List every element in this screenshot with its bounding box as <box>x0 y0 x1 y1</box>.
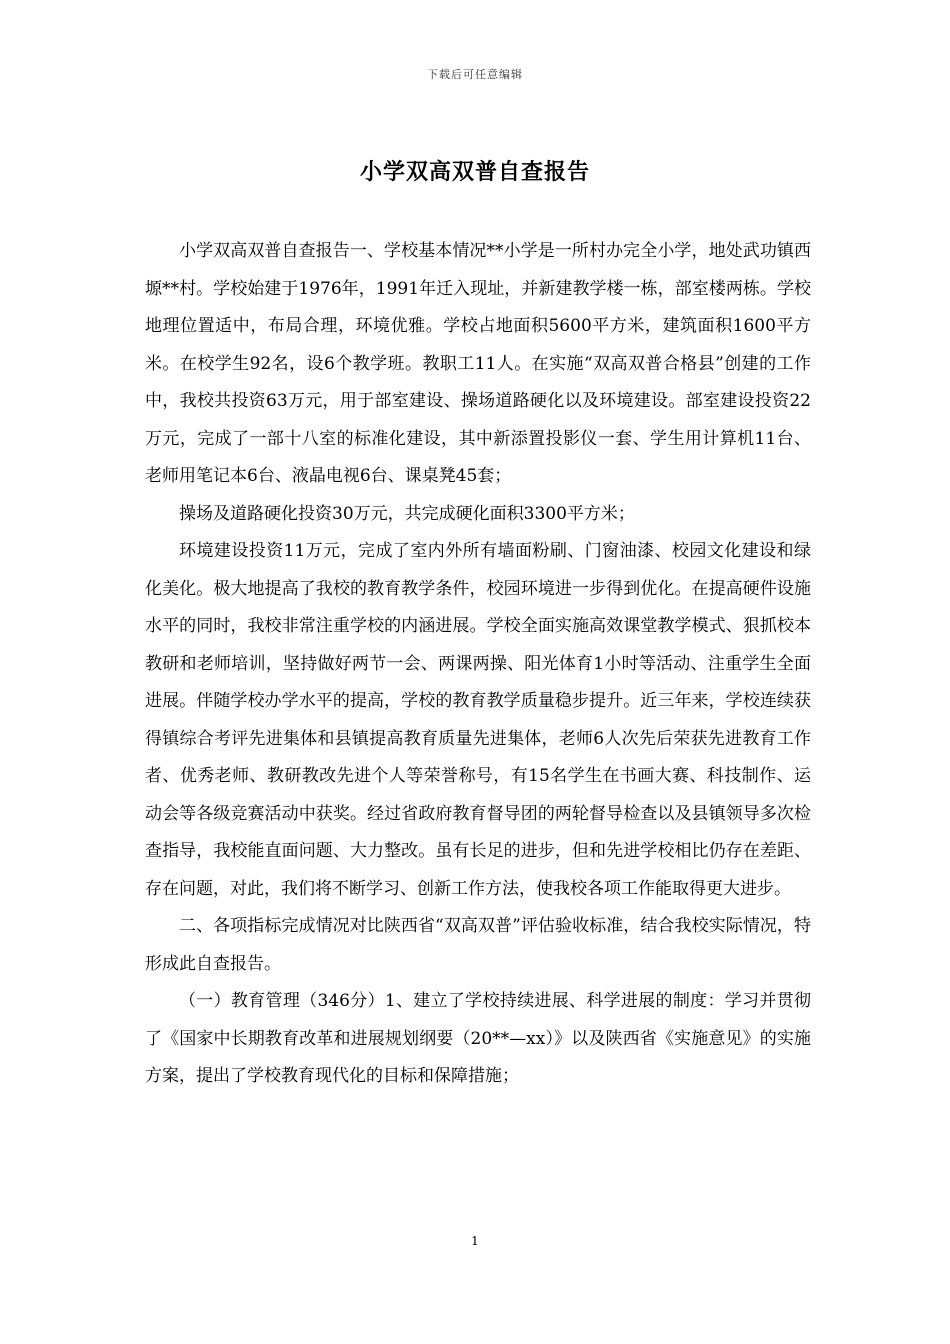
header-note: 下载后可任意编辑 <box>427 68 523 81</box>
document-body <box>145 233 811 1096</box>
paragraph-education-management: （一）教育管理（346分）1、建立了学校持续进展、科学进展的制度：学习并贯彻了《国家中长期教育改革和进展规划纲要（20**—xx）》以及陕西省《实施意见》的实施方案，提出了学校教育现代化的目标和保障措施； <box>145 991 811 1086</box>
paragraph-environment-investment: 环境建设投资11万元，完成了室内外所有墙面粉刷、门窗油漆、校园文化建设和绿化美化。极大地提高了我校的教育教学条件，校园环境进一步得到优化。在提高硬件设施水平的同时，我校非常注重学校的内涵进展。学校全面实施高效课堂教学模式、狠抓校本教研和老师培训，坚持做好两节一会、两课两操、阳光体育1小时等活动、注重学生全面进展。伴随学校办学水平的提高，学校的教育教学质量稳步提升。近三年来，学校连续获得镇综合考评先进集体和县镇提高教育质量先进集体，老师6人次先后荣获先进教育工作者、优秀老师、教研教改先进个人等荣誉称号，有15名学生在书画大赛、科技制作、运动会等各级竞赛活动中获奖。经过省政府教育督导团的两轮督导检查以及县镇领导多次检查指导，我校能直面问题、大力整改。虽有长足的进步，但和先进学校相比仍存在差距、存在问题，对此，我们将不断学习、创新工作方法，使我校各项工作能取得更大进步。 <box>145 541 811 899</box>
page-number: 1 <box>471 1234 479 1248</box>
document-title: 小学双高双普自查报告 <box>359 159 590 185</box>
paragraph-indicator-section: 二、各项指标完成情况对比陕西省“双高双普”评估验收标准，结合我校实际情况，特形成此自查报告。 <box>145 916 811 974</box>
paragraph-school-overview: 小学双高双普自查报告一、学校基本情况**小学是一所村办完全小学，地处武功镇西塬**村。学校始建于1976年，1991年迁入现址，并新建教学楼一栋，部室楼两栋。学校地理位置适中，布局合理，环境优雅。学校占地面积5600平方米，建筑面积1600平方米。在校学生92名，设6个教学班。教职工11人。在实施“双高双普合格县”创建的工作中，我校共投资63万元，用于部室建设、操场道路硬化以及环境建设。部室建设投资22万元，完成了一部十八室的标准化建设，其中新添置投影仪一套、学生用计算机11台、老师用笔记本6台、液晶电视6台、课桌凳45套； <box>145 241 811 486</box>
paragraph-playground-investment: 操场及道路硬化投资30万元，共完成硬化面积3300平方米； <box>179 503 635 524</box>
